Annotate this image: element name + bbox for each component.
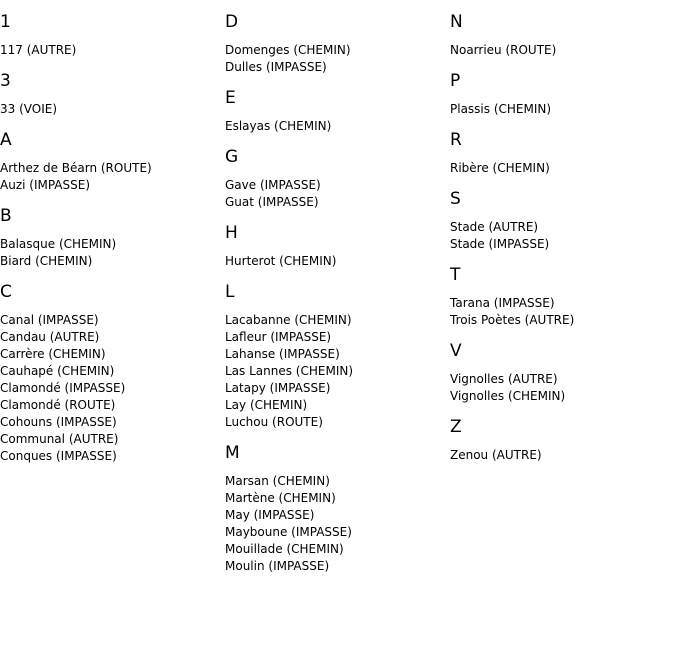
street-list (0, 312, 225, 465)
letter-heading: H (225, 223, 238, 243)
street-list (0, 101, 225, 118)
letter-group-v (450, 341, 675, 405)
letter-group-e (225, 88, 450, 135)
street-link[interactable]: Carrère (CHEMIN) (0, 347, 106, 361)
letter-heading: S (450, 189, 461, 209)
street-list (225, 177, 450, 211)
street-link[interactable]: Stade (AUTRE) (450, 220, 539, 234)
letter-group-s (450, 189, 675, 253)
street-list (450, 447, 675, 464)
letter-group-r (450, 130, 675, 177)
letter-heading: V (450, 341, 462, 361)
street-link[interactable]: Hurterot (CHEMIN) (225, 254, 337, 268)
letter-heading: M (225, 443, 240, 463)
street-link[interactable]: Communal (AUTRE) (0, 432, 119, 446)
street-link[interactable]: Luchou (ROUTE) (225, 415, 323, 429)
street-list (0, 42, 225, 59)
street-link[interactable]: Tarana (IMPASSE) (450, 296, 555, 310)
letter-group-p (450, 71, 675, 118)
street-list (225, 42, 450, 76)
street-link[interactable]: Vignolles (AUTRE) (450, 372, 558, 386)
street-link[interactable]: Clamondé (ROUTE) (0, 398, 116, 412)
street-link[interactable]: May (IMPASSE) (225, 508, 315, 522)
street-link[interactable]: Balasque (CHEMIN) (0, 237, 117, 251)
street-link[interactable]: Trois Poètes (AUTRE) (450, 313, 575, 327)
letter-heading: E (225, 88, 236, 108)
letter-group-d (225, 12, 450, 76)
street-link[interactable]: Clamondé (IMPASSE) (0, 381, 126, 395)
street-link[interactable]: Mayboune (IMPASSE) (225, 525, 352, 539)
letter-heading: P (450, 71, 461, 91)
street-link[interactable]: Stade (IMPASSE) (450, 237, 550, 251)
street-link[interactable]: Lacabanne (CHEMIN) (225, 313, 352, 327)
letter-heading: Z (450, 417, 462, 437)
street-link[interactable]: Lafleur (IMPASSE) (225, 330, 332, 344)
letter-heading: D (225, 12, 239, 32)
street-link[interactable]: Dulles (IMPASSE) (225, 60, 327, 74)
street-list (225, 312, 450, 431)
index-column-2 (225, 12, 450, 587)
street-link[interactable]: Canal (IMPASSE) (0, 313, 99, 327)
letter-group-l (225, 282, 450, 431)
letter-heading: R (450, 130, 462, 150)
letter-heading: C (0, 282, 12, 302)
letter-heading: 3 (0, 71, 11, 91)
letter-group-3 (0, 71, 225, 118)
letter-group-m (225, 443, 450, 575)
street-link[interactable]: Lay (CHEMIN) (225, 398, 308, 412)
letter-group-1 (0, 12, 225, 59)
street-list (450, 42, 675, 59)
letter-heading: 1 (0, 12, 11, 32)
street-link[interactable]: Domenges (CHEMIN) (225, 43, 351, 57)
street-link[interactable]: Gave (IMPASSE) (225, 178, 321, 192)
street-list (450, 295, 675, 329)
street-link[interactable]: Marsan (CHEMIN) (225, 474, 330, 488)
letter-heading: B (0, 206, 12, 226)
letter-heading: L (225, 282, 235, 302)
letter-group-n (450, 12, 675, 59)
street-list (0, 236, 225, 270)
letter-group-b (0, 206, 225, 270)
street-link[interactable]: Noarrieu (ROUTE) (450, 43, 557, 57)
street-link[interactable]: 33 (VOIE) (0, 102, 58, 116)
street-link[interactable]: Cauhapé (CHEMIN) (0, 364, 115, 378)
street-list (450, 219, 675, 253)
street-list (0, 160, 225, 194)
letter-heading: A (0, 130, 12, 150)
street-link[interactable]: Lahanse (IMPASSE) (225, 347, 340, 361)
street-link[interactable]: Auzi (IMPASSE) (0, 178, 91, 192)
street-link[interactable]: Martène (CHEMIN) (225, 491, 336, 505)
street-link[interactable]: 117 (AUTRE) (0, 43, 77, 57)
street-link[interactable]: Zenou (AUTRE) (450, 448, 542, 462)
letter-group-h (225, 223, 450, 270)
street-link[interactable]: Moulin (IMPASSE) (225, 559, 330, 573)
letter-heading: N (450, 12, 463, 32)
street-list (225, 118, 450, 135)
street-link[interactable]: Candau (AUTRE) (0, 330, 100, 344)
street-link[interactable]: Biard (CHEMIN) (0, 254, 93, 268)
street-link[interactable]: Mouillade (CHEMIN) (225, 542, 344, 556)
street-link[interactable]: Guat (IMPASSE) (225, 195, 319, 209)
street-link[interactable]: Arthez de Béarn (ROUTE) (0, 161, 152, 175)
street-list (450, 371, 675, 405)
street-list (450, 101, 675, 118)
street-list (225, 473, 450, 575)
street-list (450, 160, 675, 177)
letter-group-g (225, 147, 450, 211)
index-column-3 (450, 12, 675, 476)
street-link[interactable]: Conques (IMPASSE) (0, 449, 117, 463)
letter-group-z (450, 417, 675, 464)
street-link[interactable]: Latapy (IMPASSE) (225, 381, 331, 395)
letter-heading: T (450, 265, 461, 285)
letter-heading: G (225, 147, 239, 167)
letter-group-a (0, 130, 225, 194)
street-link[interactable]: Cohouns (IMPASSE) (0, 415, 117, 429)
street-list (225, 253, 450, 270)
street-link[interactable]: Plassis (CHEMIN) (450, 102, 552, 116)
letter-group-t (450, 265, 675, 329)
street-link[interactable]: Eslayas (CHEMIN) (225, 119, 332, 133)
letter-group-c (0, 282, 225, 465)
street-link[interactable]: Las Lannes (CHEMIN) (225, 364, 354, 378)
index-column-1 (0, 12, 225, 477)
street-link[interactable]: Vignolles (CHEMIN) (450, 389, 566, 403)
street-link[interactable]: Ribère (CHEMIN) (450, 161, 550, 175)
